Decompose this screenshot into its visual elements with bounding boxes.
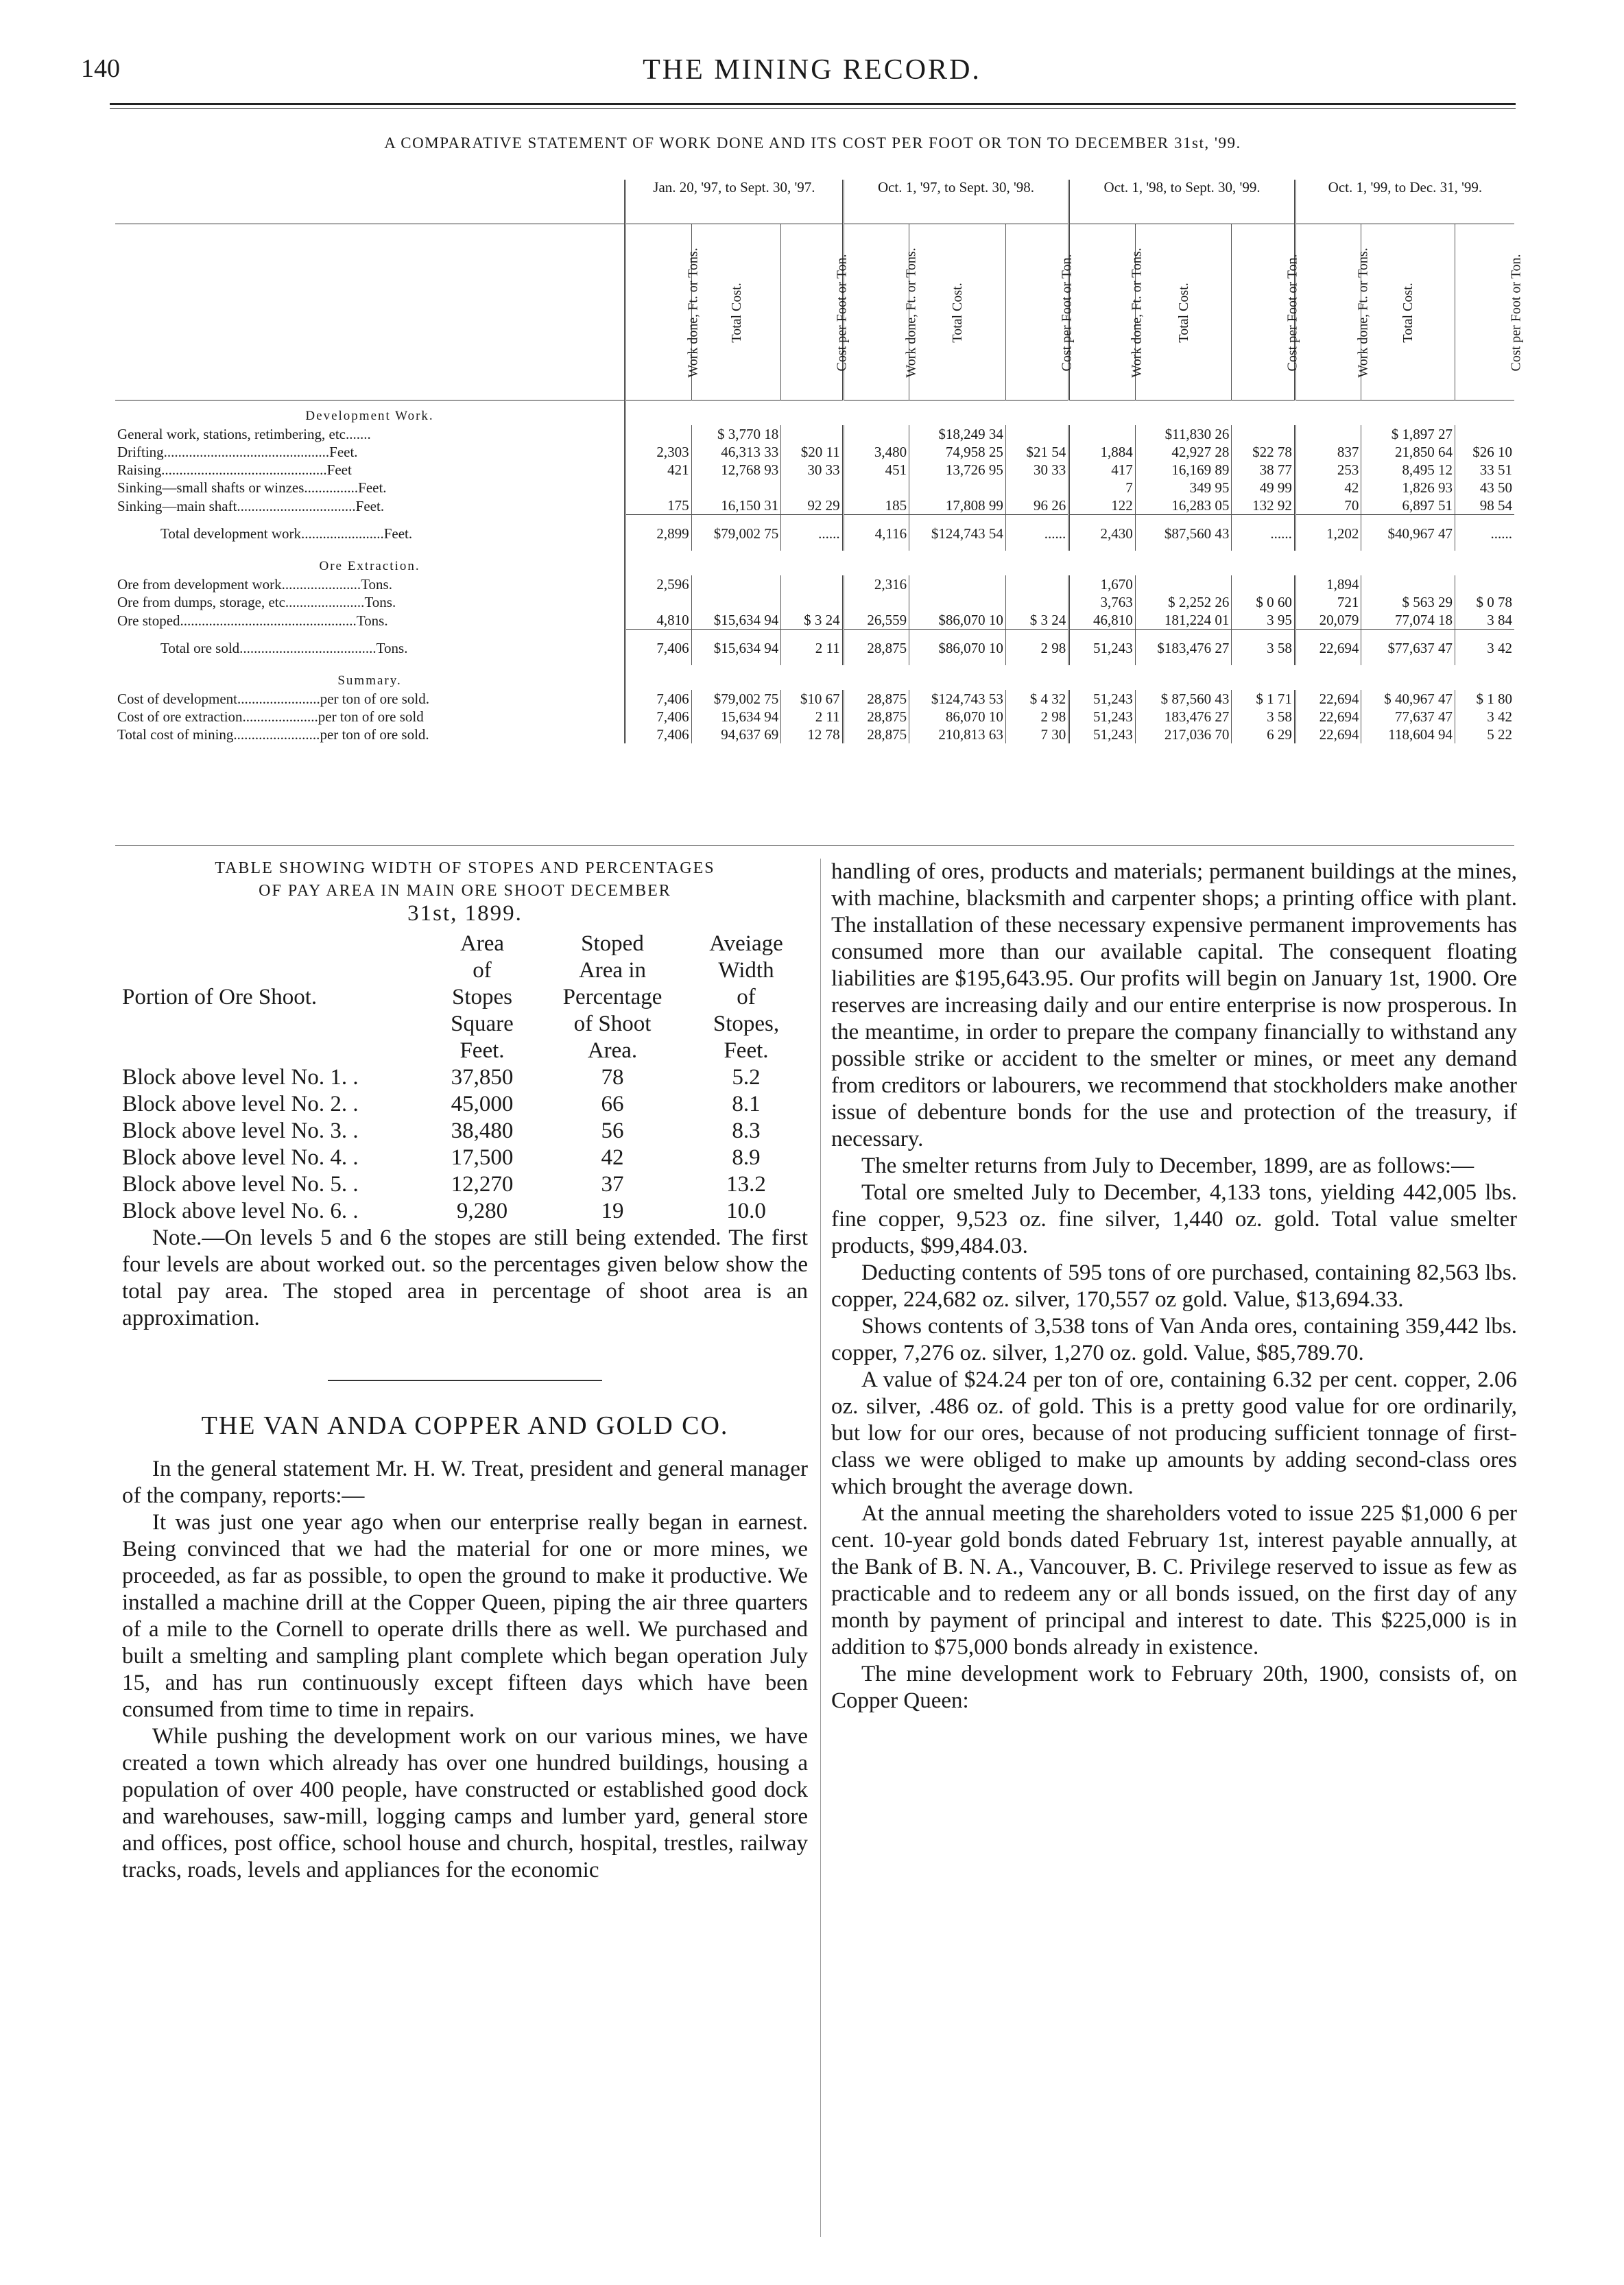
row-label: [115, 630, 625, 666]
row-label-text: Ore from dumps, storage, etc......................: [117, 594, 365, 610]
table-cell: 13,726 95: [909, 461, 1006, 479]
table-cell: 28,875: [843, 708, 909, 726]
table-row: [115, 726, 1514, 743]
table-cell: 2 98: [1005, 708, 1068, 726]
row-unit: Feet.: [358, 479, 387, 496]
table-cell: [781, 593, 843, 611]
table-cell: [1455, 425, 1514, 443]
stopes-width: 13.2: [726, 1172, 766, 1197]
stopes-head-portion: Portion of Ore Shoot.: [122, 985, 318, 1009]
table-cell: [1069, 425, 1135, 443]
row-label-text: Total cost of mining........................: [117, 726, 320, 743]
stopes-pct: 66: [601, 1092, 624, 1116]
table-cell: 451: [843, 461, 909, 479]
table-cell: 46,810: [1069, 611, 1135, 630]
table-cell: $11,830 26: [1135, 425, 1232, 443]
table-row: [115, 575, 1514, 593]
row-unit: per ton of ore sold: [318, 708, 424, 725]
table-cell: 1,826 93: [1361, 479, 1455, 497]
column-header-row: [115, 224, 1514, 400]
table-cell: $15,634 94: [691, 611, 781, 630]
table-cell: 22,694: [1295, 726, 1361, 743]
table-cell: $10 67: [781, 690, 843, 708]
stopes-area: 45,000: [451, 1092, 514, 1116]
table-cell: [1232, 425, 1295, 443]
row-label: [115, 611, 625, 630]
section-row: [115, 665, 1514, 690]
row-label-text: Total ore sold......................................: [160, 640, 377, 656]
stopes-title-line: 31st, 1899.: [407, 901, 523, 926]
table-cell: $22 78: [1232, 443, 1295, 461]
table-cell: ......: [1455, 515, 1514, 551]
period-header: Jan. 20, '97, to Sept. 30, '97.: [625, 180, 844, 224]
article-paragraph: A value of $24.24 per ton of ore, containing 6.32 per cent. copper, 2.06 oz. silver, .486 oz. of gold. This is a pretty good value for ore ordinarily, but low for our ores, because of not producing sufficient tonnage of first-class we were obliged to make up amounts by adding second-class ores which brought the average down.: [831, 1367, 1517, 1499]
table-cell: [1135, 575, 1232, 593]
stopes-pct: 19: [601, 1199, 624, 1223]
period-header: Oct. 1, '97, to Sept. 30, '98.: [843, 180, 1069, 224]
table-cell: 51,243: [1069, 690, 1135, 708]
table-bottom-rule: [115, 845, 1514, 846]
table-cell: 217,036 70: [1135, 726, 1232, 743]
table-cell: 28,875: [843, 726, 909, 743]
stopes-width: 8.3: [732, 1118, 761, 1143]
section-row: [115, 400, 1514, 426]
table-cell: 28,875: [843, 630, 909, 666]
article-paragraph: While pushing the development work on our various mines, we have created a town which already has over one hundred buildings, housing a population of over 400 people, have constructed or established good dock and warehouses, saw-mill, logging camps and lumber yard, general store and offices, post office, school house and church, hospital, trestles, railway tracks, roads, levels and appliances for the economic: [122, 1724, 808, 1882]
table-cell: [625, 593, 691, 611]
stopes-title: [122, 857, 808, 925]
stopes-portion: Block above level No. 1. .: [122, 1065, 359, 1090]
stopes-area: 12,270: [451, 1172, 514, 1197]
table-cell: $ 40,967 47: [1361, 690, 1455, 708]
table-cell: 33 51: [1455, 461, 1514, 479]
section-heading: Ore Extraction.: [319, 559, 420, 573]
table-cell: [781, 479, 843, 497]
table-cell: 3 58: [1232, 630, 1295, 666]
table-cell: 2,899: [625, 515, 691, 551]
table-cell: 92 29: [781, 497, 843, 515]
stopes-width: 8.9: [732, 1145, 761, 1170]
row-label: [115, 461, 625, 479]
column-header: Total Cost.: [949, 283, 965, 343]
table-cell: [909, 575, 1006, 593]
stopes-area: 9,280: [456, 1199, 508, 1223]
stopes-pct: 42: [601, 1145, 624, 1170]
row-label: [115, 690, 625, 708]
stopes-pct: 78: [601, 1065, 624, 1090]
table-cell: 38 77: [1232, 461, 1295, 479]
table-cell: [843, 479, 909, 497]
extraction-rows: [115, 575, 1514, 665]
table-cell: 7,406: [625, 708, 691, 726]
article-paragraph: The mine development work to February 20th, 1900, consists of, on Copper Queen:: [831, 1662, 1517, 1713]
table-cell: [781, 425, 843, 443]
table-cell: 6,897 51: [1361, 497, 1455, 515]
column-header: Work done, Ft. or Tons.: [1129, 248, 1145, 378]
table-cell: 837: [1295, 443, 1361, 461]
table-cell: 210,813 63: [909, 726, 1006, 743]
table-cell: 2 11: [781, 708, 843, 726]
row-label: [115, 479, 625, 497]
table-cell: [625, 479, 691, 497]
stopes-width: 5.2: [732, 1065, 761, 1090]
table-cell: 77,074 18: [1361, 611, 1455, 630]
table-cell: $ 4 32: [1005, 690, 1068, 708]
table-cell: $15,634 94: [691, 630, 781, 666]
row-label-text: Ore from development work......................: [117, 576, 361, 593]
table-cell: 421: [625, 461, 691, 479]
table-cell: 98 54: [1455, 497, 1514, 515]
article-paragraph: Total ore smelted July to December, 4,133 tons, yielding 442,005 lbs. fine copper, 9,523 oz. fine silver, 1,440 oz. gold. Total value smelter products, $99,484.03.: [831, 1180, 1517, 1258]
table-cell: $40,967 47: [1361, 515, 1455, 551]
section-heading: Summary.: [337, 673, 402, 688]
row-label: [115, 726, 625, 743]
column-header: Work done, Ft. or Tons.: [685, 248, 701, 378]
table-row: [115, 611, 1514, 630]
table-cell: 17,808 99: [909, 497, 1006, 515]
table-cell: $ 2,252 26: [1135, 593, 1232, 611]
section-heading: Development Work.: [115, 400, 625, 426]
table-cell: 6 29: [1232, 726, 1295, 743]
table-cell: [691, 593, 781, 611]
table-cell: $ 563 29: [1361, 593, 1455, 611]
table-cell: 51,243: [1069, 726, 1135, 743]
table-cell: $124,743 53: [909, 690, 1006, 708]
table-cell: 49 99: [1232, 479, 1295, 497]
table-cell: 42: [1295, 479, 1361, 497]
table-cell: [691, 575, 781, 593]
table-cell: [909, 479, 1006, 497]
table-cell: [1005, 593, 1068, 611]
article-paragraph: The smelter returns from July to December, 1899, are as follows:—: [861, 1153, 1474, 1178]
stopes-head-width: Aveiage Width of Stopes, Feet.: [709, 931, 783, 1063]
period-header: Oct. 1, '98, to Sept. 30, '99.: [1069, 180, 1295, 224]
row-unit: Feet.: [383, 525, 413, 542]
row-label-text: Cost of development.......................: [117, 691, 320, 707]
column-header: Work done, Ft. or Tons.: [1355, 248, 1371, 378]
table-cell: 30 33: [781, 461, 843, 479]
table-cell: 185: [843, 497, 909, 515]
row-label-text: Ore stoped.................................................: [117, 612, 357, 629]
total-row: [115, 630, 1514, 666]
stopes-portion: Block above level No. 6. .: [122, 1199, 359, 1223]
table-cell: 22,694: [1295, 690, 1361, 708]
table-row: [115, 443, 1514, 461]
table-cell: 3 95: [1232, 611, 1295, 630]
table-cell: 4,810: [625, 611, 691, 630]
table-cell: $18,249 34: [909, 425, 1006, 443]
stopes-row: [122, 1145, 808, 1171]
row-unit: per ton of ore sold.: [320, 691, 429, 707]
table-cell: 94,637 69: [691, 726, 781, 743]
column-header: Total Cost.: [1400, 283, 1416, 343]
stopes-portion: Block above level No. 5. .: [122, 1172, 359, 1197]
table-cell: 26,559: [843, 611, 909, 630]
table-cell: 22,694: [1295, 708, 1361, 726]
table-cell: 7: [1069, 479, 1135, 497]
comparative-statement-table: [115, 179, 1524, 743]
section-row: [115, 551, 1514, 575]
stopes-head-stoped: Stoped Area in Percentage of Shoot Area.: [562, 931, 662, 1063]
table-cell: 2,316: [843, 575, 909, 593]
stopes-row: [122, 1064, 808, 1091]
table-cell: [1455, 575, 1514, 593]
row-unit: Tons.: [364, 594, 396, 610]
table-cell: 2,303: [625, 443, 691, 461]
table-row: [115, 479, 1514, 497]
table-cell: 86,070 10: [909, 708, 1006, 726]
table-cell: [1361, 575, 1455, 593]
statement-title: A COMPARATIVE STATEMENT OF WORK DONE AND ITS COST PER FOOT OR TON TO DECEMBER 31st, '99.: [384, 134, 1241, 152]
table-cell: 12,768 93: [691, 461, 781, 479]
table-cell: 30 33: [1005, 461, 1068, 479]
table-cell: [691, 479, 781, 497]
column-header: Cost per Foot or Ton.: [1285, 254, 1300, 372]
table-cell: 183,476 27: [1135, 708, 1232, 726]
table-cell: 4,116: [843, 515, 909, 551]
column-header: Cost per Foot or Ton.: [1059, 254, 1075, 372]
stopes-portion: Block above level No. 3. .: [122, 1118, 359, 1143]
right-column: [831, 859, 1517, 1714]
table-cell: $ 0 78: [1455, 593, 1514, 611]
table-cell: 43 50: [1455, 479, 1514, 497]
table-cell: 118,604 94: [1361, 726, 1455, 743]
header-rule: [110, 103, 1516, 105]
stopes-head-row: [122, 931, 808, 1064]
total-row: [115, 515, 1514, 551]
article-paragraph: Deducting contents of 595 tons of ore purchased, containing 82,563 lbs. copper, 224,682 oz. silver, 170,557 oz gold. Value, $13,694.33.: [831, 1260, 1517, 1312]
table-cell: $21 54: [1005, 443, 1068, 461]
page-number: 140: [81, 54, 120, 83]
table-cell: [843, 593, 909, 611]
table-cell: [781, 575, 843, 593]
stopes-row: [122, 1118, 808, 1145]
table-cell: $ 87,560 43: [1135, 690, 1232, 708]
table-row: [115, 425, 1514, 443]
table-cell: [1005, 479, 1068, 497]
table-cell: [1005, 425, 1068, 443]
table-cell: $79,002 75: [691, 690, 781, 708]
table-cell: 7,406: [625, 690, 691, 708]
masthead: THE MINING RECORD.: [643, 54, 981, 86]
stopes-width: 8.1: [732, 1092, 761, 1116]
stopes-title-line: TABLE SHOWING WIDTH OF STOPES AND PERCENTAGES: [215, 859, 715, 877]
table-cell: 349 95: [1135, 479, 1232, 497]
table-cell: 181,224 01: [1135, 611, 1232, 630]
table-cell: $77,637 47: [1361, 630, 1455, 666]
row-label-text: Sinking—small shafts or winzes...............: [117, 479, 359, 496]
table-cell: 175: [625, 497, 691, 515]
table-cell: $ 0 60: [1232, 593, 1295, 611]
table-cell: 7,406: [625, 630, 691, 666]
stopes-table: [122, 931, 808, 1225]
table-cell: ......: [1005, 515, 1068, 551]
row-label: [115, 593, 625, 611]
table-cell: 77,637 47: [1361, 708, 1455, 726]
stopes-row: [122, 1171, 808, 1198]
article-paragraph: It was just one year ago when our enterprise really began in earnest. Being convinced that we had the material for one or more mines, we proceeded, as far as possible, to open the ground to make it productive. We installed a machine drill at the Copper Queen, piping the air three quarters of a mile to the Cornell to operate drills there as well. We purchased and built a smelting and sampling plant complete which began operation July 15, and has run continuously except fifteen days which have been consumed from time to time in repairs.: [122, 1510, 808, 1722]
table-cell: 51,243: [1069, 708, 1135, 726]
table-cell: 42,927 28: [1135, 443, 1232, 461]
row-unit: Feet.: [329, 444, 358, 460]
row-label-text: Drifting..............................................: [117, 444, 330, 460]
table-cell: 3 58: [1232, 708, 1295, 726]
column-divider: [820, 859, 821, 2237]
period-header-row: [115, 180, 1514, 224]
stopes-portion: Block above level No. 4. .: [122, 1145, 359, 1170]
table-cell: $86,070 10: [909, 630, 1006, 666]
article-paragraph: At the annual meeting the shareholders voted to issue 225 $1,000 6 per cent. 10-year gold bonds dated February 1st, interest payable annually, at the Bank of B. N. A., Vancouver, B. C. Privilege reserved to issue as few as practicable and to redeem any or all bonds issued, on the first day of any month by payment of principal and interest to date. This $225,000 is in addition to $75,000 bonds already in existence.: [831, 1501, 1517, 1660]
article-title: THE VAN ANDA COPPER AND GOLD CO.: [201, 1411, 729, 1440]
stopes-title-line: OF PAY AREA IN MAIN ORE SHOOT DECEMBER: [259, 882, 671, 900]
table-cell: 721: [1295, 593, 1361, 611]
table-cell: 22,694: [1295, 630, 1361, 666]
table-cell: 3 42: [1455, 708, 1514, 726]
row-unit: Feet: [326, 462, 352, 478]
table-cell: 15,634 94: [691, 708, 781, 726]
stopes-note: Note.—On levels 5 and 6 the stopes are still being extended. The first four levels are about worked out. so the percentages given below show the total pay area. The stoped area in percentage of shoot area is an approximation.: [122, 1225, 808, 1330]
row-label: [115, 515, 625, 551]
table-cell: $124,743 54: [909, 515, 1006, 551]
table-cell: 96 26: [1005, 497, 1068, 515]
stopes-area: 17,500: [451, 1145, 514, 1170]
stopes-area: 38,480: [451, 1118, 514, 1143]
table-cell: 74,958 25: [909, 443, 1006, 461]
column-header: Work done, Ft. or Tons.: [903, 248, 919, 378]
table-cell: [1005, 575, 1068, 593]
table-cell: 1,884: [1069, 443, 1135, 461]
table-cell: [1295, 425, 1361, 443]
table-cell: $79,002 75: [691, 515, 781, 551]
stopes-rows: [122, 1064, 808, 1225]
table-cell: $ 1 80: [1455, 690, 1514, 708]
stopes-row: [122, 1198, 808, 1225]
row-unit: Tons.: [376, 640, 408, 656]
table-cell: $ 3 24: [781, 611, 843, 630]
left-column: [122, 857, 808, 1884]
table-cell: 253: [1295, 461, 1361, 479]
development-rows: [115, 425, 1514, 551]
row-unit: Tons.: [361, 576, 392, 593]
column-header: Cost per Foot or Ton.: [834, 254, 850, 372]
table-cell: 5 22: [1455, 726, 1514, 743]
row-label: [115, 708, 625, 726]
table-cell: ......: [781, 515, 843, 551]
table-cell: [909, 593, 1006, 611]
table-cell: $ 1 71: [1232, 690, 1295, 708]
row-label-text: Raising..............................................: [117, 462, 327, 478]
table-cell: $20 11: [781, 443, 843, 461]
header-rule-thin: [110, 108, 1516, 109]
table-cell: 417: [1069, 461, 1135, 479]
table-row: [115, 593, 1514, 611]
article-paragraph: In the general statement Mr. H. W. Treat, president and general manager of the company, reports:—: [122, 1457, 808, 1508]
stopes-area: 37,850: [451, 1065, 514, 1090]
row-label-text: General work, stations, retimbering, etc.......: [117, 426, 371, 442]
table-cell: 3 84: [1455, 611, 1514, 630]
stopes-portion: Block above level No. 2. .: [122, 1092, 359, 1116]
stopes-row: [122, 1091, 808, 1118]
table-cell: 70: [1295, 497, 1361, 515]
table-cell: 16,169 89: [1135, 461, 1232, 479]
table-cell: 2 11: [781, 630, 843, 666]
row-unit: Feet.: [355, 497, 385, 514]
row-label: [115, 497, 625, 515]
table-cell: 46,313 33: [691, 443, 781, 461]
table-cell: 21,850 64: [1361, 443, 1455, 461]
article-paragraph: Shows contents of 3,538 tons of Van Anda ores, containing 359,442 lbs. copper, 7,276 oz. silver, 1,270 oz. gold. Value, $85,789.70.: [831, 1314, 1517, 1365]
table-cell: [843, 425, 909, 443]
table-cell: 2,430: [1069, 515, 1135, 551]
row-unit: per ton of ore sold.: [320, 726, 429, 743]
table-cell: 7 30: [1005, 726, 1068, 743]
table-cell: 2,596: [625, 575, 691, 593]
table-cell: 12 78: [781, 726, 843, 743]
row-label-text: Cost of ore extraction.....................: [117, 708, 318, 725]
table-cell: $87,560 43: [1135, 515, 1232, 551]
column-header: Total Cost.: [1175, 283, 1191, 343]
table-row: [115, 461, 1514, 479]
table-cell: $86,070 10: [909, 611, 1006, 630]
table-cell: 16,150 31: [691, 497, 781, 515]
row-label-text: Total development work.......................: [160, 525, 384, 542]
row-label: [115, 425, 625, 443]
table-row: [115, 708, 1514, 726]
stopes-pct: 37: [601, 1172, 624, 1197]
table-cell: 1,670: [1069, 575, 1135, 593]
table-cell: $183,476 27: [1135, 630, 1232, 666]
table-cell: $ 3,770 18: [691, 425, 781, 443]
table-cell: 2 98: [1005, 630, 1068, 666]
table-cell: $ 1,897 27: [1361, 425, 1455, 443]
table-row: [115, 690, 1514, 708]
column-header: Cost per Foot or Ton.: [1508, 254, 1524, 372]
article-paragraph: handling of ores, products and materials; permanent buildings at the mines, with machine, blacksmith and carpenter shops; a printing office with plant. The installation of these necessary expensive permanent improvements has consumed more than our available capital. The consequent floating liabilities are $195,643.95. Our profits will begin on January 1st, 1900. Ore reserves are increasing daily and our entire enterprise is now prosperous. In the meantime, in order to prepare the company financially to withstand any possible strike or accident to the smelter or mines, or meet any demand from creditors or labourers, we recommend that stockholders make another issue of debenture bonds for the use and protection of the treasury, if necessary.: [831, 859, 1517, 1151]
table-cell: 3 42: [1455, 630, 1514, 666]
summary-rows: [115, 690, 1514, 743]
table-cell: 28,875: [843, 690, 909, 708]
table-cell: 8,495 12: [1361, 461, 1455, 479]
table-cell: 1,894: [1295, 575, 1361, 593]
table-cell: 1,202: [1295, 515, 1361, 551]
row-label: [115, 575, 625, 593]
table-cell: $26 10: [1455, 443, 1514, 461]
table-cell: 122: [1069, 497, 1135, 515]
table-cell: 3,763: [1069, 593, 1135, 611]
section-divider: [328, 1380, 602, 1381]
table-cell: 51,243: [1069, 630, 1135, 666]
row-unit: Tons.: [356, 612, 388, 629]
table-cell: 7,406: [625, 726, 691, 743]
table-row: [115, 497, 1514, 515]
table-cell: ......: [1232, 515, 1295, 551]
stopes-pct: 56: [601, 1118, 624, 1143]
row-label-text: Sinking—main shaft.................................: [117, 497, 356, 514]
column-header: Total Cost.: [728, 283, 744, 343]
row-label: [115, 443, 625, 461]
stopes-head-area: Area of Stopes Square Feet.: [451, 931, 514, 1063]
table-cell: 20,079: [1295, 611, 1361, 630]
table-cell: [1232, 575, 1295, 593]
table-cell: $ 3 24: [1005, 611, 1068, 630]
table-cell: 3,480: [843, 443, 909, 461]
table-cell: 132 92: [1232, 497, 1295, 515]
table-cell: [625, 425, 691, 443]
period-header: Oct. 1, '99, to Dec. 31, '99.: [1295, 180, 1514, 224]
stopes-width: 10.0: [726, 1199, 766, 1223]
table-cell: 16,283 05: [1135, 497, 1232, 515]
